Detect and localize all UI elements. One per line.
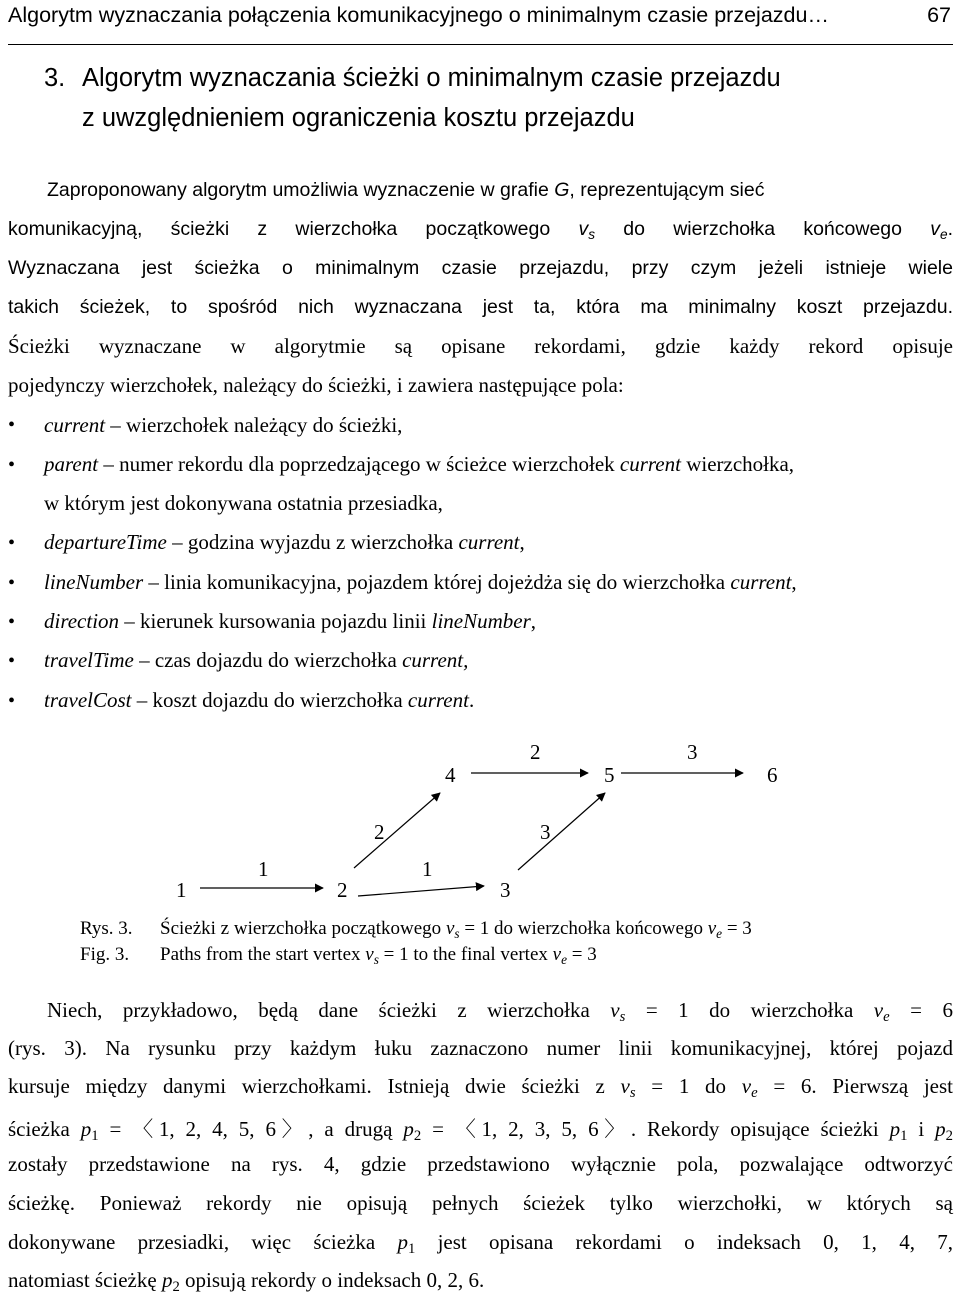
body-line-7: dokonywane przesiadki, więc ścieżka $p_1$ jest opisana rekordami o indeksach 0, 1, 4, 7, [8, 1230, 953, 1257]
graph-node-1: 1 [176, 878, 187, 902]
intro-line-5: Ścieżki wyznaczane w algorytmie są opisane rekordami, gdzie każdy rekord opisuje [8, 334, 953, 358]
body-line-8: natomiast ścieżkę $p_2$ opisują rekordy o indeksach 0, 2, 6. [8, 1268, 485, 1295]
intro-line-6: pojedynczy wierzchołek, należący do ścieżki, i zawiera następujące pola: [8, 373, 624, 397]
body-line-6: ścieżkę. Ponieważ rekordy nie opisują pełnych ścieżek tylko wierzchołki, w których są [8, 1191, 953, 1215]
list-item: travelCost – koszt dojazdu do wierzchołka current. [44, 688, 475, 712]
section-title-line-2: z uwzględnieniem ograniczenia kosztu przejazdu [82, 104, 635, 132]
bullet-symbol: • [8, 454, 16, 476]
graph-node-2: 2 [337, 878, 348, 902]
graph-node-6: 6 [767, 763, 778, 787]
bullet-symbol: • [8, 572, 16, 594]
edge-2-3 [358, 886, 484, 896]
body-line-5: zostały przedstawione na rys. 4, gdzie przedstawiono wyłącznie pola, pozwalające odtworzyć [8, 1152, 953, 1176]
list-item: travelTime – czas dojazdu do wierzchołka current, [44, 648, 469, 672]
body-line-1: Niech, przykładowo, będą dane ścieżki z wierzchołka $v_s = 1$ do wierzchołka $v_e = 6$ [47, 998, 953, 1025]
bullet-symbol: • [8, 414, 16, 436]
bullet-symbol: • [8, 650, 16, 672]
bullet-symbol: • [8, 532, 16, 554]
figure-caption-pl-text: Ścieżki z wierzchołka początkowego $v_s = 1$ do wierzchołka końcowego $v_e = 3$ [160, 918, 752, 941]
edge-label-2-4: 2 [374, 820, 385, 844]
bullet-symbol: • [8, 690, 16, 712]
header-title: Algorytm wyznaczania połączenia komunikacyjnego o minimalnym czasie przejazdu… [8, 3, 829, 27]
intro-line-3: Wyznaczana jest ścieżka o minimalnym czasie przejazdu, przy czym jeżeli istnieje wiele [8, 257, 953, 279]
list-item-continuation: w którym jest dokonywana ostatnia przesiadka, [44, 491, 443, 515]
bullet-symbol: • [8, 611, 16, 633]
intro-line-2: komunikacyjną, ścieżki z wierzchołka początkowego $v_s$ do wierzchołka końcowego $v_e$. [8, 218, 953, 242]
edge-label-2-3: 1 [422, 857, 433, 881]
list-item: lineNumber – linia komunikacyjna, pojazdem której dojeżdża się do wierzchołka current, [44, 570, 797, 594]
list-item: departureTime – godzina wyjazdu z wierzchołka current, [44, 530, 525, 554]
edge-label-5-6: 3 [687, 740, 698, 764]
figure-caption-en-text: Paths from the start vertex $v_s = 1$ to the final vertex $v_e = 3$ [160, 944, 597, 967]
section-title-line-1: Algorytm wyznaczania ścieżki o minimalnym czasie przejazdu [82, 64, 781, 92]
edge-label-1-2: 1 [258, 857, 269, 881]
graph-node-4: 4 [445, 763, 456, 787]
edge-label-3-5: 3 [540, 820, 551, 844]
figure-caption-en: Fig. 3. [80, 944, 130, 965]
section-number: 3. [44, 64, 66, 92]
graph-node-5: 5 [604, 763, 615, 787]
body-line-4: ścieżka $p_1$ = 〈1, 2, 4, 5, 6〉, a drugą $p_2$ = 〈1, 2, 3, 5, 6〉. Rekordy opisujące ścieżki $p_1$ i $p_2$ [8, 1117, 953, 1144]
intro-line-1: Zaproponowany algorytm umożliwia wyznaczenie w grafie G, reprezentującym sieć [47, 179, 765, 201]
list-item: current – wierzchołek należący do ścieżki, [44, 413, 403, 437]
body-line-2: (rys. 3). Na rysunku przy każdym łuku zaznaczono numer linii komunikacyjnej, której pojazd [8, 1036, 953, 1060]
list-item: parent – numer rekordu dla poprzedzającego w ścieżce wierzchołek current wierzchołka, [44, 452, 795, 476]
edge-label-4-5: 2 [530, 740, 541, 764]
page-number: 67 [927, 3, 951, 27]
list-item: direction – kierunek kursowania pojazdu linii lineNumber, [44, 609, 537, 633]
graph-node-3: 3 [500, 878, 511, 902]
figure-caption-pl: Rys. 3. [80, 918, 133, 939]
body-line-3: kursuje między danymi wierzchołkami. Istnieją dwie ścieżki z $v_s = 1$ do $v_e = 6$. Pierwszą jest [8, 1074, 954, 1101]
edge-3-5 [518, 793, 605, 870]
intro-line-4: takich ścieżek, to spośród nich wyznaczana jest ta, która ma minimalny koszt przejazdu. [8, 296, 953, 318]
